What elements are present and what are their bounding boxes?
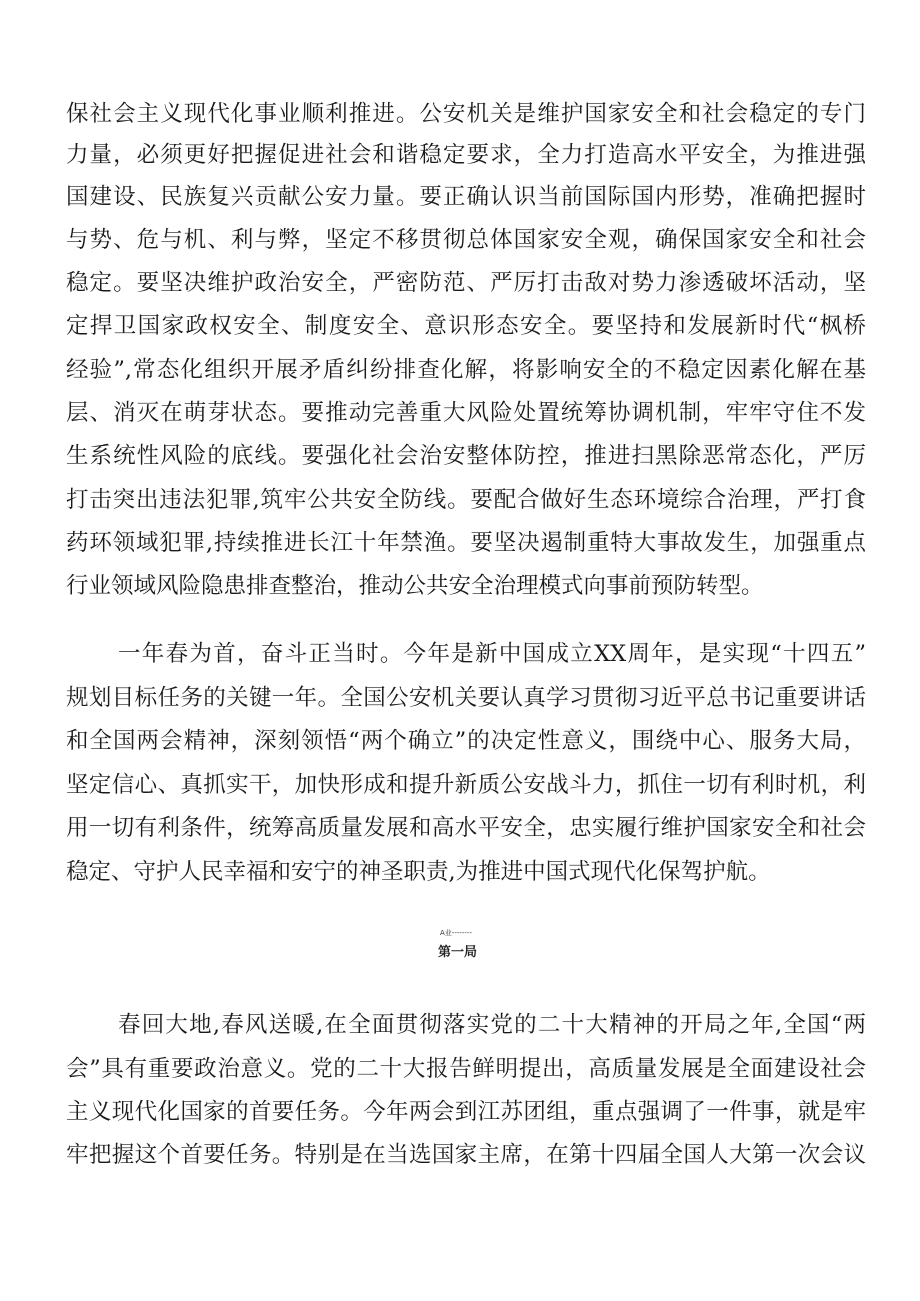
text-line: 药环领域犯罪,持续推进长江十年禁渔。要坚决遏制重特大事故发生，加强重点 xyxy=(66,530,866,556)
text-line: 牢把握这个首要任务。特别是在当选国家主席，在第十四届全国人大第一次会议 xyxy=(66,1142,866,1168)
text-line: 用一切有利条件，统筹高质量发展和高水平安全，忠实履行维护国家安全和社会 xyxy=(66,815,866,841)
text-line: 一年春为首，奋斗正当时。今年是新中国成立XX周年，是实现“十四五” xyxy=(118,641,866,667)
text-line: 定捍卫国家政权安全、制度安全、意识形态安全。要坚持和发展新时代“枫桥 xyxy=(66,313,866,339)
text-line: 层、消灭在萌芽状态。要推动完善重大风险处置统筹协调机制，牢牢守住不发 xyxy=(66,400,866,426)
section-title: 第一局 xyxy=(438,945,478,960)
text-line: 行业领域风险隐患排查整治，推动公共安全治理模式向事前预防转型。 xyxy=(66,573,764,599)
text-line: 打击突出违法犯罪,筑牢公共安全防线。要配合做好生态环境综合治理，严打食 xyxy=(66,487,866,513)
text-line: 和全国两会精神，深刻领悟“两个确立”的决定性意义，围绕中心、服务大局， xyxy=(66,728,866,754)
text-line: 与势、危与机、利与弊，坚定不移贯彻总体国家安全观，确保国家安全和社会 xyxy=(66,227,866,253)
text-line: 国建设、民族复兴贡献公安力量。要正确认识当前国际国内形势，准确把握时 xyxy=(66,184,866,210)
text-line: 生系统性风险的底线。要强化社会治安整体防控，推进扫黑除恶常态化，严厉 xyxy=(66,443,866,469)
text-line: 坚定信心、真抓实干，加快形成和提升新质公安战斗力，抓住一切有利时机，利 xyxy=(66,772,866,798)
text-line: 春回大地,春风送暖,在全面贯彻落实党的二十大精神的开局之年,全国“两 xyxy=(118,1012,866,1038)
text-line: 会”具有重要政治意义。党的二十大报告鲜明提出，高质量发展是全面建设社会 xyxy=(66,1056,866,1082)
text-line: 力量，必须更好把握促进社会和谐稳定要求，全力打造高水平安全，为推进强 xyxy=(66,142,866,168)
section-divider-mark: A业-------- xyxy=(440,929,472,937)
text-line: 稳定。要坚决维护政治安全，严密防范、严厉打击敌对势力渗透破坏活动，坚 xyxy=(66,270,866,296)
text-line: 主义现代化国家的首要任务。今年两会到江苏团组，重点强调了一件事，就是牢 xyxy=(66,1099,866,1125)
text-line: 稳定、守护人民幸福和安宁的神圣职责,为推进中国式现代化保驾护航。 xyxy=(66,859,771,885)
text-line: 规划目标任务的关键一年。全国公安机关要认真学习贯彻习近平总书记重要讲话 xyxy=(66,685,866,711)
text-line: 保社会主义现代化事业顺利推进。公安机关是维护国家安全和社会稳定的专门 xyxy=(66,101,866,127)
text-line: 经验”,常态化组织开展矛盾纠纷排查化解，将影响安全的不稳定因素化解在基 xyxy=(66,357,867,383)
